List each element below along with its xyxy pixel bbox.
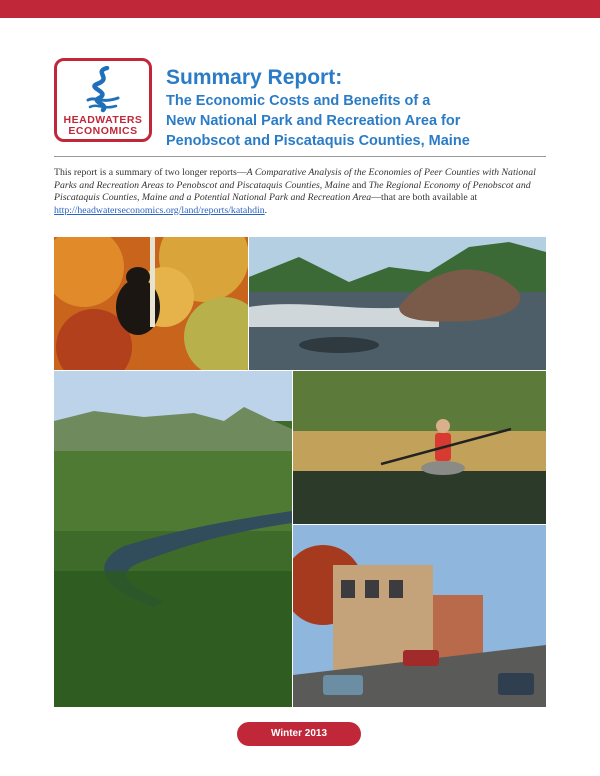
report-title: Summary Report: bbox=[166, 66, 343, 89]
intro-text-after: —that are both available at bbox=[371, 192, 478, 203]
photo-kayaker-marsh bbox=[293, 371, 546, 524]
header-divider bbox=[54, 156, 546, 157]
intro-end: . bbox=[264, 204, 268, 216]
photo-town-main-street bbox=[293, 525, 546, 707]
subtitle-line: New National Park and Recreation Area for bbox=[166, 113, 461, 129]
report2-title: The Regional Economy of Penobscot and Piscataquis Counties, Maine and a Potential National Park and Recreation Area bbox=[54, 179, 531, 203]
report-link[interactable]: http://headwaterseconomics.org/land/reports/katahdin bbox=[54, 204, 265, 216]
river-logo-icon bbox=[85, 66, 121, 114]
logo-text-line2: ECONOMICS bbox=[68, 125, 138, 137]
photo-bear-autumn-foliage bbox=[54, 237, 248, 370]
logo-text-line1: HEADWATERS bbox=[63, 114, 143, 126]
report-subtitle bbox=[166, 91, 586, 151]
subtitle-line: The Economic Costs and Benefits of a bbox=[166, 93, 431, 109]
top-accent-bar bbox=[0, 0, 600, 18]
report1-title: A Comparative Analysis of the Economies of Peer Counties with National Parks and Recreation Areas to Penobscot and Piscataquis Counties, Maine bbox=[54, 167, 536, 191]
photo-river-boulder bbox=[249, 237, 546, 370]
headwaters-economics-logo[interactable] bbox=[54, 58, 152, 142]
photo-aerial-forest-mountains bbox=[54, 371, 292, 707]
intro-paragraph bbox=[54, 167, 548, 217]
subtitle-line: Penobscot and Piscataquis Counties, Maine bbox=[166, 133, 470, 149]
intro-connector: and bbox=[349, 179, 369, 191]
intro-text-start: This report is a summary of two longer reports— bbox=[54, 167, 247, 178]
date-badge: Winter 2013 bbox=[237, 722, 361, 746]
